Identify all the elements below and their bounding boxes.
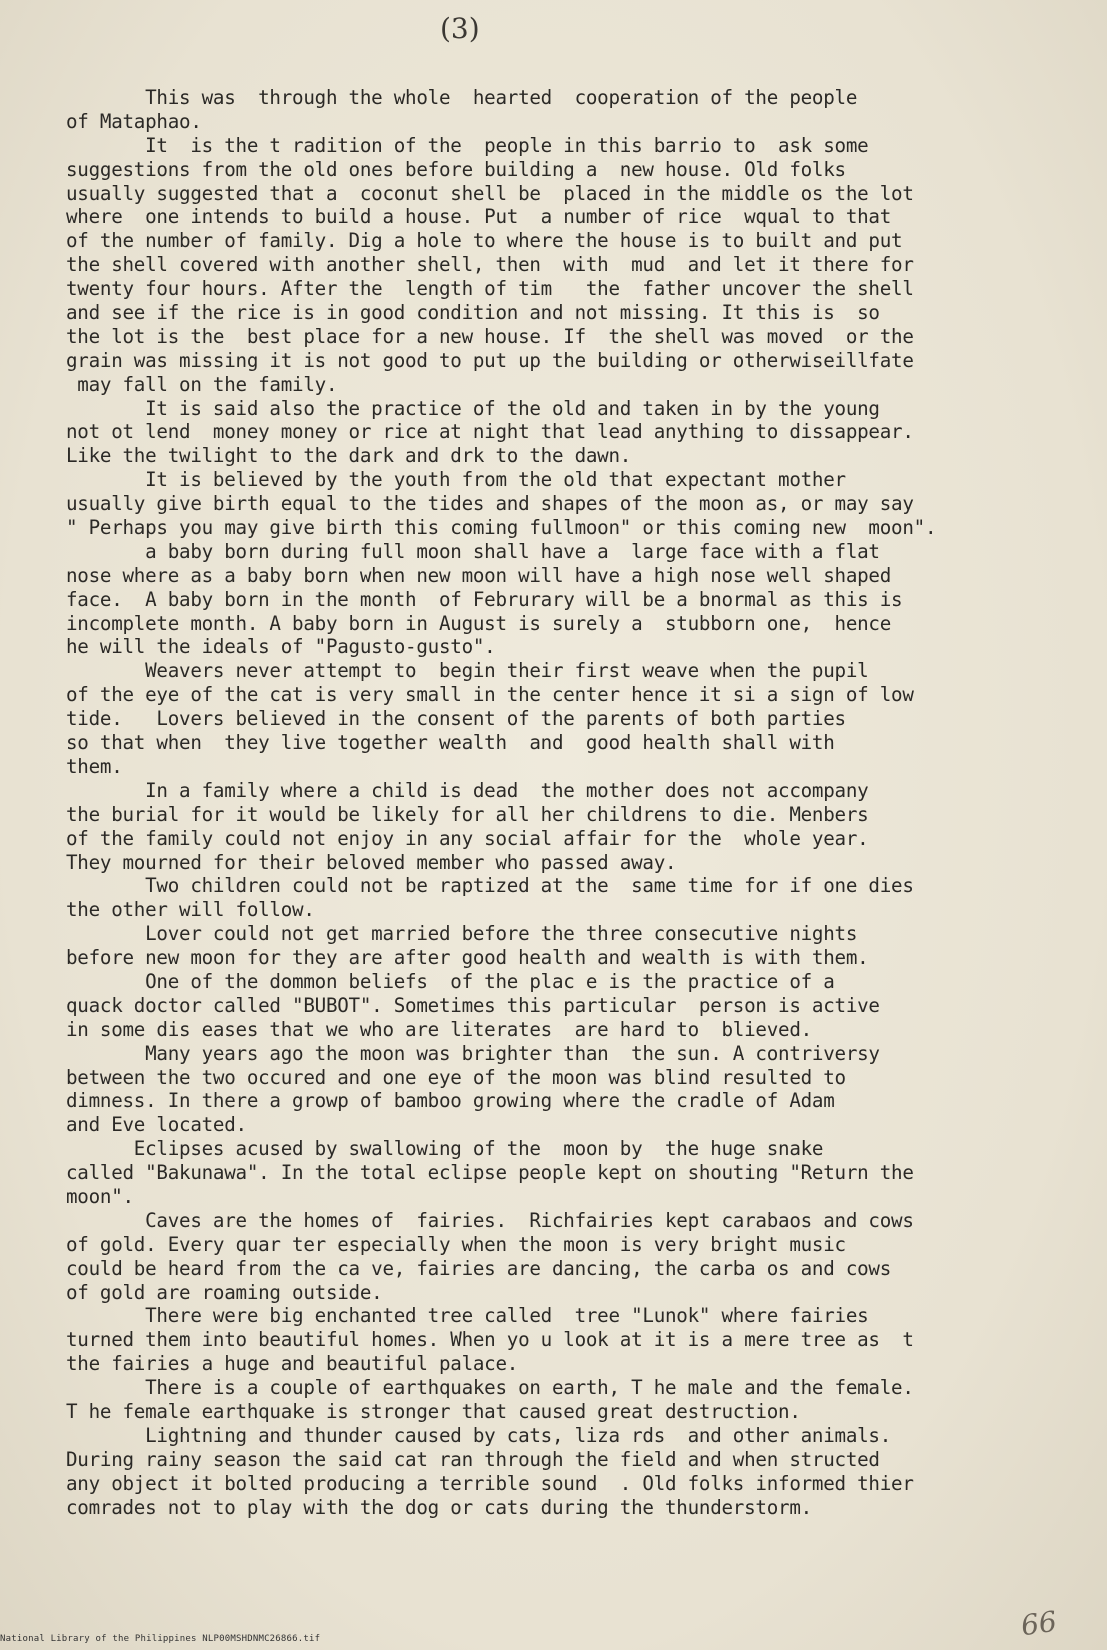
text-line: twenty four hours. After the length of tim the father uncover the shell [66, 277, 914, 301]
text-line: in some dis eases that we who are literates are hard to blieved. [66, 1017, 812, 1041]
text-line: Like the twilight to the dark and drk to the dawn. [66, 444, 632, 468]
text-line: suggestions from the old ones before building a new house. Old folks [66, 157, 846, 181]
text-line: the lot is the best place for a new house. If the shell was moved or the [66, 324, 914, 348]
text-line: the shell covered with another shell, then with mud and let it there for [66, 253, 914, 277]
text-line: It is said also the practice of the old and taken in by the young [66, 396, 880, 420]
text-line: of gold are roaming outside. [66, 1280, 383, 1304]
text-line: It is believed by the youth from the old that expectant mother [66, 468, 846, 492]
text-line: quack doctor called "BUBOT". Sometimes this particular person is active [66, 993, 880, 1017]
text-line: One of the dommon beliefs of the plac e is the practice of a [66, 969, 835, 993]
text-line: grain was missing it is not good to put up the building or otherwiseillfate [66, 348, 914, 372]
text-line: could be heard from the ca ve, fairies are dancing, the carba os and cows [66, 1256, 892, 1280]
handwritten-page-number: 66 [1019, 1604, 1060, 1643]
text-line: tide. Lovers believed in the consent of the parents of both parties [66, 707, 846, 731]
text-line: turned them into beautiful homes. When yo u look at it is a mere tree as t [66, 1328, 914, 1352]
text-line: of Mataphao. [66, 109, 202, 133]
text-line: called "Bakunawa". In the total eclipse people kept on shouting "Return the [66, 1161, 914, 1185]
text-line: the other will follow. [66, 898, 315, 922]
text-line: of the number of family. Dig a hole to where the house is to built and put [66, 229, 903, 253]
text-line: so that when they live together wealth and good health shall with [66, 731, 835, 755]
text-line: he will the ideals of "Pagusto-gusto". [66, 635, 496, 659]
text-line: Caves are the homes of fairies. Richfairies kept carabaos and cows [66, 1208, 914, 1232]
body-text [66, 86, 1056, 1519]
text-line: of the family could not enjoy in any social affair for the whole year. [66, 826, 869, 850]
text-line: not ot lend money money or rice at night that lead anything to dissappear. [66, 420, 914, 444]
text-line: usually suggested that a coconut shell be placed in the middle os the lot [66, 181, 914, 205]
text-line: of the eye of the cat is very small in the center hence it si a sign of low [66, 683, 914, 707]
text-line: They mourned for their beloved member who passed away. [66, 850, 677, 874]
page-number: (3) [440, 12, 480, 45]
text-line: " Perhaps you may give birth this coming fullmoon" or this coming new moon". [66, 516, 937, 540]
text-line: face. A baby born in the month of Februrary will be a bnormal as this is [66, 587, 903, 611]
text-line: Lightning and thunder caused by cats, liza rds and other animals. [66, 1423, 892, 1447]
text-line: a baby born during full moon shall have a large face with a flat [66, 539, 880, 563]
text-line: and see if the rice is in good condition and not missing. It this is so [66, 301, 880, 325]
text-line: and Eve located. [66, 1113, 247, 1137]
text-line: This was through the whole hearted cooperation of the people [66, 86, 858, 109]
text-line: There were big enchanted tree called tree "Lunok" where fairies [66, 1304, 869, 1328]
text-line: Weavers never attempt to begin their first weave when the pupil [66, 659, 869, 683]
text-line: T he female earthquake is stronger that caused great destruction. [66, 1399, 801, 1423]
text-line: incomplete month. A baby born in August is surely a stubborn one, hence [66, 611, 892, 635]
text-line: During rainy season the said cat ran through the field and when structed [66, 1447, 880, 1471]
text-line: moon". [66, 1184, 134, 1208]
footer-caption: National Library of the Philippines NLP00MSHDNMC26866.tif [0, 1634, 321, 1644]
text-line: before new moon for they are after good health and wealth is with them. [66, 946, 869, 970]
text-line: them. [66, 754, 123, 778]
text-line: between the two occured and one eye of the moon was blind resulted to [66, 1065, 846, 1089]
text-line: Many years ago the moon was brighter than the sun. A contriversy [66, 1041, 880, 1065]
text-line: Two children could not be raptized at the same time for if one dies [66, 874, 914, 898]
text-line: the burial for it would be likely for all her childrens to die. Menbers [66, 802, 869, 826]
text-line: Lover could not get married before the three consecutive nights [66, 922, 858, 946]
text-line: dimness. In there a growp of bamboo growing where the cradle of Adam [66, 1089, 835, 1113]
text-line: comrades not to play with the dog or cats during the thunderstorm. [66, 1495, 812, 1519]
text-line: usually give birth equal to the tides and shapes of the moon as, or may say [66, 492, 914, 516]
text-line: any object it bolted producing a terrible sound . Old folks informed thier [66, 1471, 914, 1495]
text-line: There is a couple of earthquakes on earth, T he male and the female. [66, 1376, 914, 1400]
text-line: the fairies a huge and beautiful palace. [66, 1352, 519, 1376]
text-line: It is the t radition of the people in this barrio to ask some [66, 133, 869, 157]
text-line: may fall on the family. [66, 372, 338, 396]
text-line: In a family where a child is dead the mother does not accompany [66, 778, 869, 802]
text-line: of gold. Every quar ter especially when the moon is very bright music [66, 1232, 846, 1256]
text-line: Eclipses acused by swallowing of the moon by the huge snake [66, 1137, 824, 1161]
text-line: nose where as a baby born when new moon will have a high nose well shaped [66, 563, 892, 587]
text-line: where one intends to build a house. Put a number of rice wqual to that [66, 205, 892, 229]
